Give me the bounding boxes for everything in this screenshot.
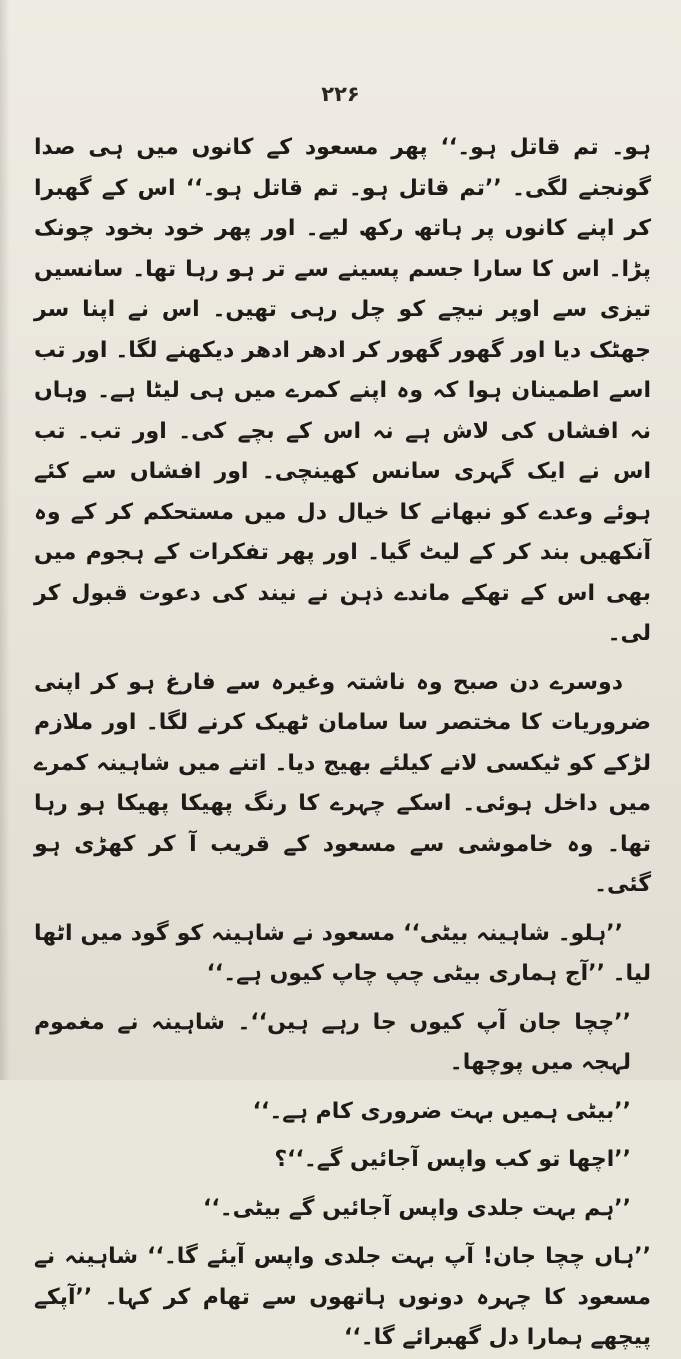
page-spine-shadow	[0, 0, 10, 1080]
dialogue-line-3: ’’اچھا تو کب واپس آجائیں گے۔‘‘؟	[274, 1147, 631, 1172]
page-number: ۲۲۶	[321, 82, 360, 106]
paragraph-last: ’’ہاں چچا جان! آپ بہت جلدی واپس آیئے گا۔‘‘ شاہینہ نے مسعود کا چہرہ دونوں ہاتھوں سے تھام کر کہا۔ ’’آپکے پیچھے ہمارا دل گھبرائے گا۔‘‘	[34, 1244, 651, 1350]
dialogue-line-2: ’’بیٹی ہمیں بہت ضروری کام ہے۔‘‘	[252, 1098, 631, 1124]
dialogue-line-4: ’’ہم بہت جلدی واپس آجائیں گے بیٹی۔‘‘	[202, 1195, 631, 1221]
dialogue-line-1: ’’چچا جان آپ کیوں جا رہے ہیں‘‘۔ شاہینہ نے مغموم لہجہ میں پوچھا۔	[34, 1009, 631, 1075]
paragraph-3: ’’ہلو۔ شاہینہ بیٹی‘‘ مسعود نے شاہینہ کو گود میں اٹھا لیا۔ ’’آج ہماری بیٹی چپ چاپ کیوں ہے۔‘‘	[34, 920, 651, 986]
paragraph-1: ہو۔ تم قاتل ہو۔‘‘ پھر مسعود کے کانوں میں ہی صدا گونجنے لگی۔ ’’تم قاتل ہو۔ تم قاتل ہو۔‘‘ اس کے گھبرا کر اپنے کانوں پر ہاتھ رکھ لیے۔ اور پھر خود بخود چونک پڑا۔ اس کا سارا جسم پسینے سے تر ہو رہا تھا۔ سانسیں تیزی سے اوپر نیچے کو چل رہی تھیں۔ اس نے اپنا سر جھٹک دیا اور گھور گھور کر ادھر ادھر دیکھنے لگا۔ اور تب اسے اطمینان ہوا کہ وہ اپنے کمرے میں ہی لیٹا ہے۔ وہاں نہ افشاں کی لاش ہے نہ اس کے بچے کی۔ اور تب۔ تب اس نے ایک گہری سانس کھینچی۔ اور افشاں سے کئے ہوئے وعدے کو نبھانے کا خیال دل میں مستحکم کر کے وہ آنکھیں بند کر کے لیٹ گیا۔ اور پھر تفکرات کے ہجوم میں بھی اس کے تھکے ماندے ذہن نے نیند کی دعوت قبول کر لی۔	[34, 135, 651, 646]
paragraph-2: دوسرے دن صبح وہ ناشتہ وغیرہ سے فارغ ہو کر اپنی ضروریات کا مختصر سا سامان ٹھیک کرنے لگا۔ اور ملازم لڑکے کو ٹیکسی لانے کیلئے بھیج دیا۔ اتنے میں شاہینہ کمرے میں داخل ہوئی۔ اسکے چہرے کا رنگ پھیکا پھیکا ہو رہا تھا۔ وہ خاموشی سے مسعود کے قریب آ کر کھڑی ہو گئی۔	[34, 669, 651, 897]
page-text	[34, 128, 651, 1359]
